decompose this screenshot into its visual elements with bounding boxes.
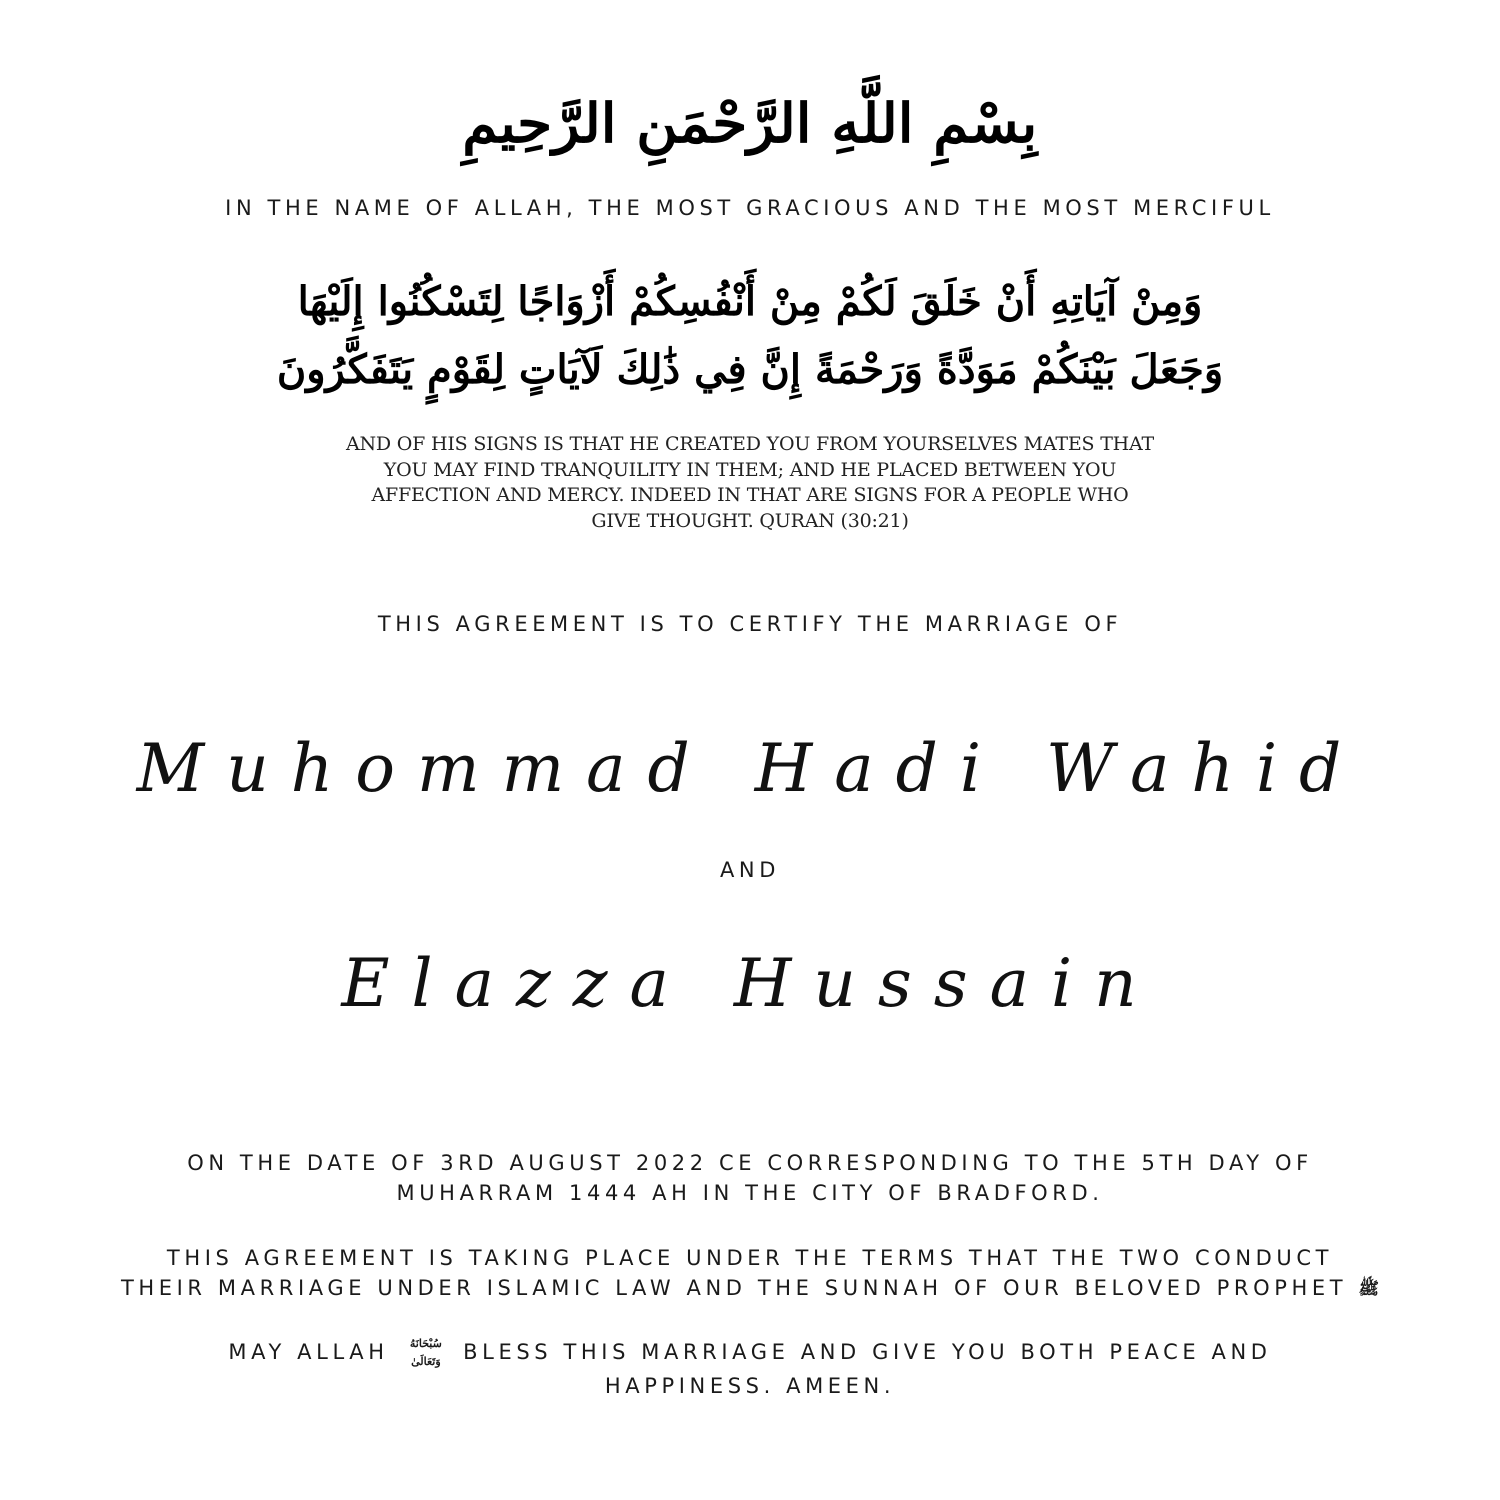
date-line-1: ON THE DATE OF 3RD AUGUST 2022 CE CORRESPONDING TO THE 5TH DAY OF — [187, 1151, 1313, 1175]
bismillah-calligraphy: بِسْمِ اللَّهِ الرَّحْمَنِ الرَّحِيمِ — [462, 91, 1038, 155]
terms-line-2 — [0, 1273, 1500, 1303]
groom-name-signature: Muhommad Hadi Wahid — [136, 730, 1364, 807]
blessing-statement — [0, 1335, 1500, 1401]
translation-line-4: GIVE THOUGHT. QURAN (30:21) — [591, 509, 909, 532]
date-line-2: MUHARRAM 1444 AH IN THE CITY OF BRADFORD. — [396, 1181, 1104, 1205]
bless-line-1 — [0, 1335, 1500, 1371]
and-connector: AND — [719, 858, 781, 882]
verse-arabic-line-1: وَمِنْ آيَاتِهِ أَنْ خَلَقَ لَكُمْ مِنْ أَنْفُسِكُمْ أَزْوَاجًا لِتَسْكُنُوا إِلَيْهَا — [297, 278, 1203, 325]
translation-line-1: AND OF HIS SIGNS IS THAT HE CREATED YOU FROM YOURSELVES MATES THAT — [345, 433, 1154, 455]
verse-translation — [320, 432, 1180, 534]
terms-line-2-text: THEIR MARRIAGE UNDER ISLAMIC LAW AND THE SUNNAH OF OUR BELOVED PROPHET — [120, 1276, 1348, 1300]
bismillah-translation: IN THE NAME OF ALLAH, THE MOST GRACIOUS AND THE MOST MERCIFUL — [225, 196, 1275, 220]
certify-statement: THIS AGREEMENT IS TO CERTIFY THE MARRIAGE OF — [377, 612, 1123, 636]
verse-arabic — [0, 268, 1500, 404]
bless-suffix: BLESS THIS MARRIAGE AND GIVE YOU BOTH PEACE AND — [463, 1340, 1272, 1364]
terms-statement — [0, 1243, 1500, 1303]
bless-prefix: MAY ALLAH — [228, 1340, 389, 1364]
allah-honorific-icon: سُبْحَانَهُ وَتَعَالَىٰ — [409, 1337, 442, 1368]
verse-arabic-line-2: وَجَعَلَ بَيْنَكُمْ مَوَدَّةً وَرَحْمَةً إِنَّ فِي ذَٰلِكَ لَآيَاتٍ لِقَوْمٍ يَتَفَكَّرُونَ — [276, 346, 1224, 393]
translation-line-3: AFFECTION AND MERCY. INDEED IN THAT ARE SIGNS FOR A PEOPLE WHO — [371, 484, 1129, 506]
bless-line-2: HAPPINESS. AMEEN. — [604, 1374, 896, 1398]
prophet-honorific-icon: ﷺ — [1358, 1279, 1380, 1299]
marriage-date-statement — [0, 1148, 1500, 1208]
bride-name-signature: Elazza Hussain — [341, 945, 1159, 1022]
translation-line-2: YOU MAY FIND TRANQUILITY IN THEM; AND HE PLACED BETWEEN YOU — [383, 458, 1117, 481]
terms-line-1: THIS AGREEMENT IS TAKING PLACE UNDER THE TERMS THAT THE TWO CONDUCT — [166, 1246, 1334, 1270]
